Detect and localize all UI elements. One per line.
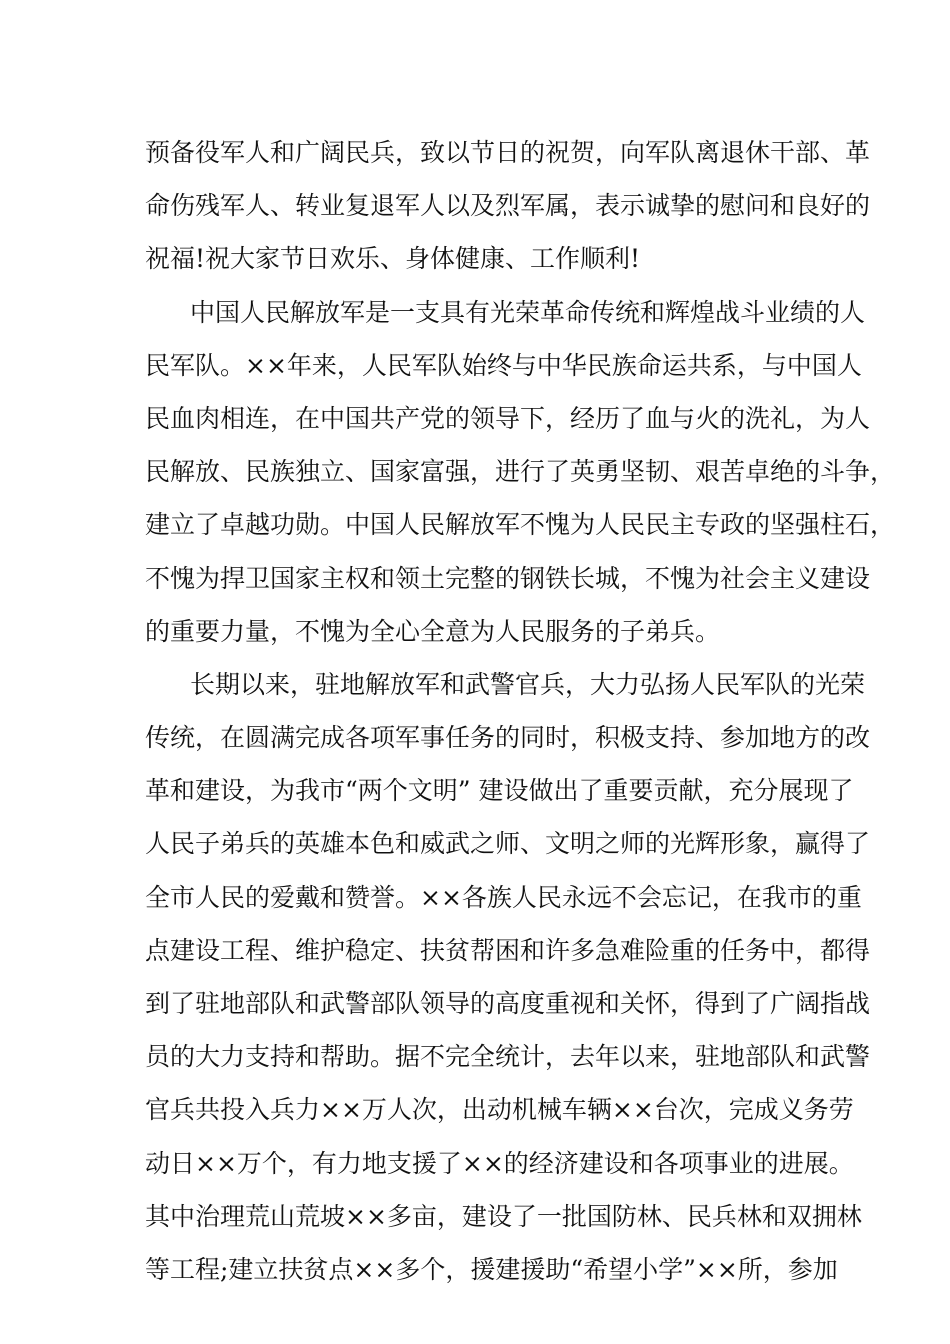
text-line: 民军队。××年来，人民军队始终与中华民族命运共系，与中国人 [145,350,862,380]
paragraph-start-line: 中国人民解放军是一支具有光荣革命传统和辉煌战斗业绩的人 [190,297,866,327]
paragraph-start-line: 长期以来，驻地解放军和武警官兵，大力弘扬人民军队的光荣 [190,669,866,699]
text-line: 官兵共投入兵力××万人次，出动机械车辆××台次，完成义务劳 [145,1095,854,1125]
text-line: 预备役军人和广阔民兵，致以节日的祝贺，向军队离退休干部、革 [145,138,871,167]
text-line: 建立了卓越功勋。中国人民解放军不愧为人民民主专政的坚强柱石， [145,510,896,540]
text-line: 命伤残军人、转业复退军人以及烈军属，表示诚挚的慰问和良好的 [145,191,871,221]
text-line: 革和建设，为我市“两个文明” 建设做出了重要贡献，充分展现了 [145,776,854,806]
text-line: 全市人民的爱戴和赞誉。××各族人民永远不会忘记，在我市的重 [145,882,862,912]
text-line: 员的大力支持和帮助。据不完全统计，去年以来，驻地部队和武警 [145,1042,871,1072]
text-line: 其中治理荒山荒坡××多亩，建设了一批国防林、民兵林和双拥林 [145,1201,862,1231]
text-line: 祝福!祝大家节日欢乐、身体健康、工作顺利! [145,244,641,274]
text-line: 的重要力量，不愧为全心全意为人民服务的子弟兵。 [145,616,721,646]
text-line: 动日××万个，有力地支援了××的经济建设和各项事业的进展。 [145,1148,854,1178]
document-body [145,126,896,1296]
text-line: 民血肉相连，在中国共产党的领导下，经历了血与火的洗礼，为人 [145,403,871,433]
text-line: 不愧为捍卫国家主权和领土完整的钢铁长城，不愧为社会主义建设 [145,563,871,593]
text-line: 点建设工程、维护稳定、扶贫帮困和许多急难险重的任务中，都得 [145,935,871,965]
text-line: 到了驻地部队和武警部队领导的高度重视和关怀，得到了广阔指战 [145,989,871,1018]
text-line: 民解放、民族独立、国家富强，进行了英勇坚韧、艰苦卓绝的斗争， [145,457,896,487]
text-line: 人民子弟兵的英雄本色和威武之师、文明之师的光辉形象，赢得了 [145,829,871,859]
text-line: 等工程;建立扶贫点××多个，援建援助“希望小学”××所，参加 [145,1254,838,1284]
text-line: 传统，在圆满完成各项军事任务的同时，积极支持、参加地方的改 [145,723,871,753]
